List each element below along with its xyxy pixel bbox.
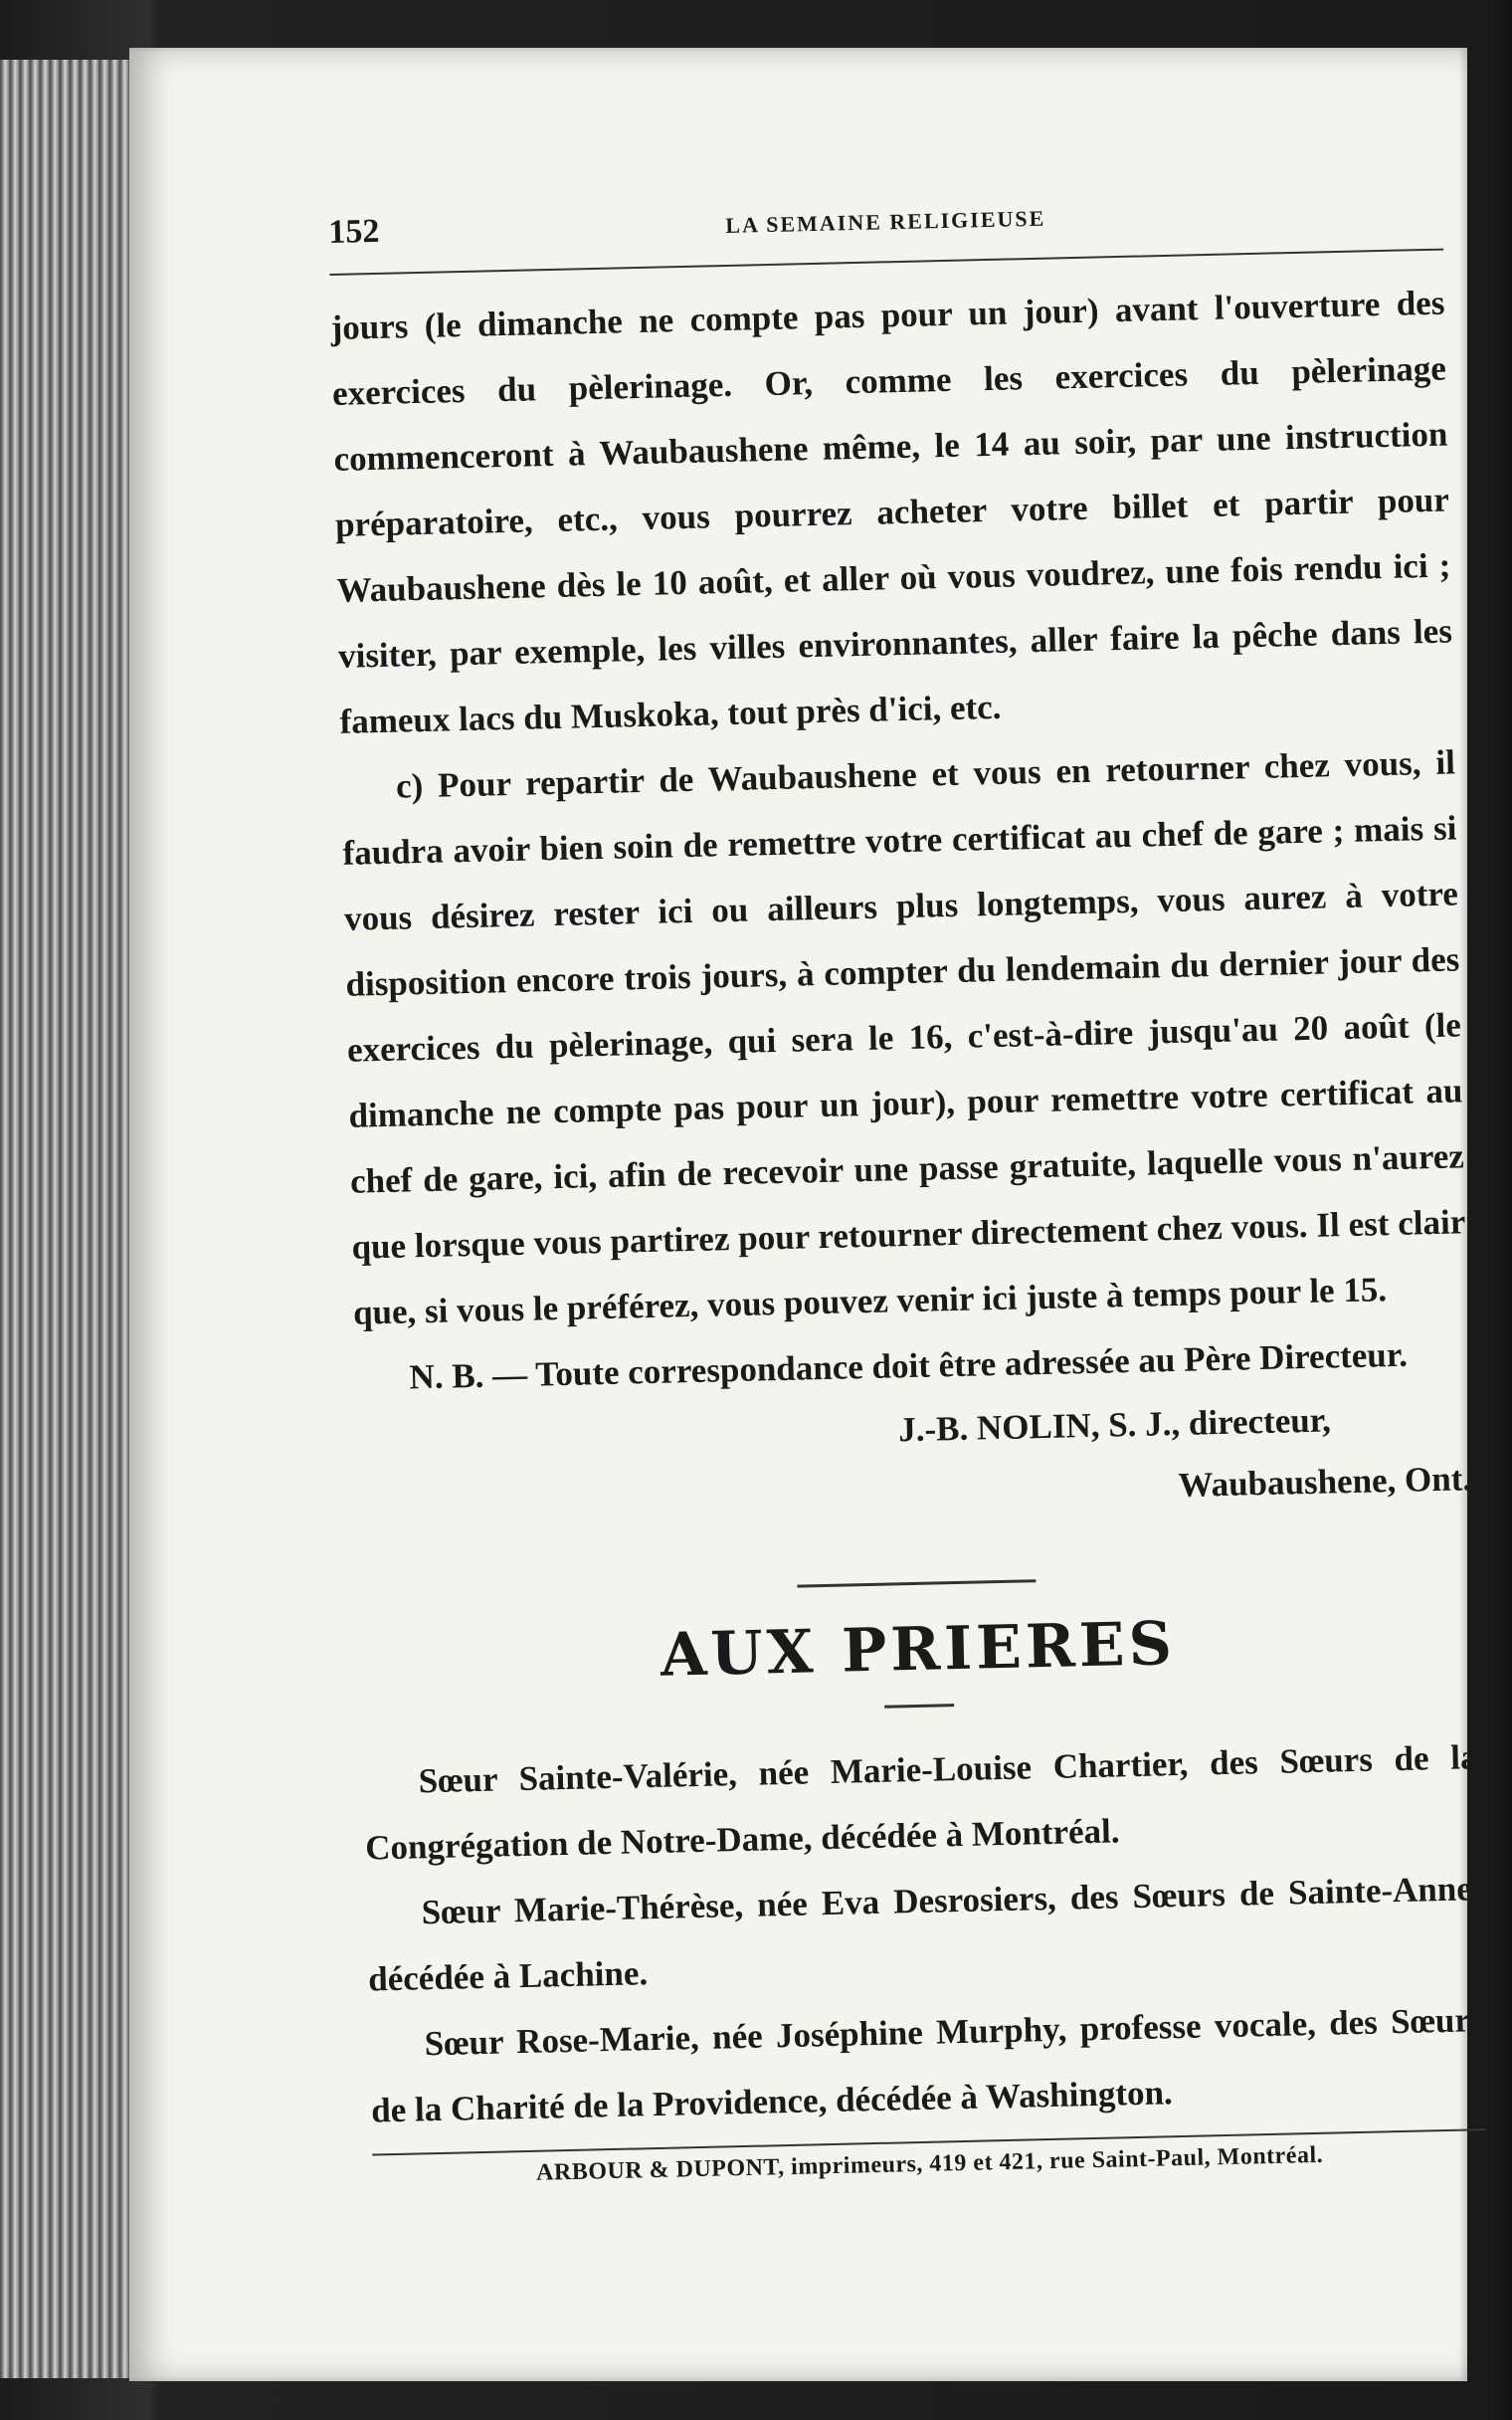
running-title: LA SEMAINE RELIGIEUSE xyxy=(725,205,1046,238)
paragraph-c: c) Pour repartir de Waubaushene et vous en retourner chez vous, il faudra avoir bien soin de remettre votre certificat au chef de gare ; mais si vous désirez rester ici ou ailleurs plus longtemps, vous aurez à votre disposition encore trois jours, à compter du lendemain du dernier jour des exercices du pèlerinage, qui sera le 16, c'est-à-dire jusqu'au 20 août (le dimanche ne compte pas pour un jour), pour remettre votre certificat au chef de gare, ici, afin de recevoir une passe gratuite, laquelle vous n'aurez que lorsque vous partirez pour retourner directement chez vous. Il est clair que, si vous le préférez, vous pouvez venir ici juste à temps pour le 15. xyxy=(342,742,1466,1332)
paragraph-continuation: jours (le dimanche ne compte pas pour un jour) avant l'ouverture des exercices du pèlerinage. Or, comme les exercices du pèlerinage commenceront à Waubaushene même, le 14 au soir, par une instruction préparatoire, etc., vous pourrez acheter votre billet et partir pour Waubaushene dès le 10 août, et aller où vous voudrez, une fois rendu ici ; visiter, par exemple, les villes environnantes, aller faire la pêche dans les fameux lacs du Muskoka, tout près d'ici, etc. xyxy=(330,283,1453,741)
signature-block xyxy=(355,1386,1472,1534)
prayer-entry: Sœur Sainte-Valérie, née Marie-Louise Chartier, des Sœurs de la Congrégation de Notre-Dame, décédée à Montréal. xyxy=(364,1737,1478,1868)
page-content xyxy=(328,189,1487,2191)
article-body xyxy=(330,271,1472,1535)
prayer-entry: Sœur Marie-Thérèse, née Eva Desrosiers, des Sœurs de Sainte-Anne, décédée à Lachine. xyxy=(367,1869,1481,1999)
printer-imprint: ARBOUR & DUPONT, imprimeurs, 419 et 421, rue Saint-Paul, Montréal. xyxy=(535,2141,1324,2186)
signature-name: J.-B. NOLIN, S. J., directeur, xyxy=(897,1400,1332,1450)
title-underline xyxy=(884,1704,954,1709)
prayer-list xyxy=(363,1724,1486,2143)
page-number: 152 xyxy=(328,212,380,251)
section-title: AUX PRIERES xyxy=(660,1609,1177,1691)
signature-place: Waubaushene, Ont. xyxy=(1178,1459,1472,1505)
section-divider xyxy=(797,1579,1036,1587)
prayer-entry: Sœur Rose-Marie, née Joséphine Murphy, professe vocale, des Sœurs de la Charité de la Providence, décédée à Washington. xyxy=(370,2000,1484,2130)
paragraph-nb: N. B. — Toute correspondance doit être adressée au Père Directeur. xyxy=(409,1334,1409,1397)
